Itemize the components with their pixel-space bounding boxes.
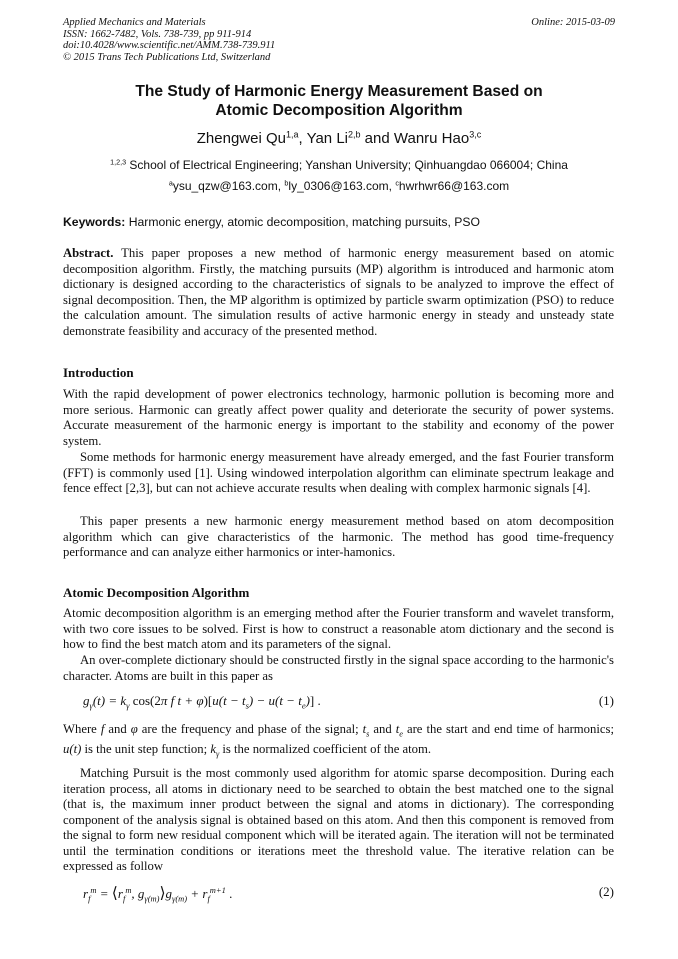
ada-paragraph-2: An over-complete dictionary should be constructed firstly in the signal space according to the harmonic's character. Atoms are built in this paper as: [63, 653, 614, 683]
title-line-1: The Study of Harmonic Energy Measurement Based on: [135, 83, 543, 100]
author-name: Zhengwei Qu: [196, 130, 286, 147]
equation-2-number: (2): [598, 884, 614, 899]
email-link[interactable]: ly_0306@163.com: [288, 179, 389, 193]
intro-paragraph-1: With the rapid development of power electronics technology, harmonic pollution is becoming more and more serious. Harmonic can greatly affect power quality and deteriorate the security of power systems. Accurate measurement of the harmonic energy is important to the stability and economy of the power system.: [63, 387, 614, 448]
online-date: Online: 2015-03-09: [531, 17, 615, 28]
author-name: Wanru Hao: [393, 130, 470, 147]
doi-line: doi:10.4028/www.scientific.net/AMM.738-739.911: [63, 40, 276, 52]
author-sup: 2,b: [348, 129, 361, 140]
intro-paragraph-3: This paper presents a new harmonic energy measurement method based on atom decomposition algorithm which can give characteristics of the harmonic. The method has good time-frequency performance and can analyze either harmonics or inter-hamonics.: [63, 514, 614, 559]
author-sup: 3,c: [469, 129, 482, 140]
equation-1-body: $g_\gamma(t) = k_\gamma$ cos(2π f $t + \varphi)[u(t - t_s) - u(t - t_e)]$ .: [83, 693, 321, 711]
journal-name: Applied Mechanics and Materials: [63, 17, 206, 28]
author-sup: 1,a: [285, 129, 299, 140]
keywords-label: Keywords:: [63, 215, 126, 229]
matching-pursuit-paragraph: Matching Pursuit is the most commonly used algorithm for atomic sparse decomposition. During each iteration process, all atoms in dictionary need to be searched to obtain the best matched one to the signal (that is, the maximum inner product between the signal and atoms in dictionary). The corresponding component of the analysis signal is obtained based on this atom. And then this component is removed from the signal to form new residual component which will be iterated again. The iteration will not be terminated until the termination conditions or iterations meet the threshold value. The iterative relation can be expressed as follow: [63, 766, 614, 873]
author-name: Yan Li: [306, 130, 348, 147]
email-link[interactable]: hwrhwr66@163.com: [398, 179, 510, 193]
keywords-text: Harmonic energy, atomic decomposition, matching pursuits, PSO: [125, 215, 481, 229]
equation-2-body: $r_f^m$ = $⟨r_f^m$, $g_{\gamma(m)}⟩g_{\gamma(m)} + r_f^{m+1}$ .: [83, 884, 233, 904]
intro-paragraph-2: Some methods for harmonic energy measurement have already emerged, and the fast Fourier transform (FFT) is commonly used [1]. Using windowed interpolation algorithm can eliminate spectrum leakage and fence effect [2,3], but can not achieve accurate results when dealing with complex harmonic signals [4].: [63, 450, 614, 495]
email-link[interactable]: ysu_qzw@163.com: [172, 179, 278, 193]
equation-1-number: (1): [598, 693, 614, 708]
running-header: [63, 17, 275, 63]
paper-title: [63, 82, 615, 120]
email-list: $^a$ysu_qzw@163.com, $^b$ly_0306@163.com, $^c$hwrhwr66@163.com: [168, 178, 510, 193]
equation-2: [63, 884, 614, 904]
abstract-label: Abstract.: [63, 246, 114, 260]
section-heading-introduction: Introduction: [63, 365, 134, 380]
section-heading-atomic-decomposition: Atomic Decomposition Algorithm: [63, 585, 250, 600]
equation-1: [63, 693, 614, 713]
variable-definitions: Where f and φ are the frequency and phase of the signal; $t_s$ and $t_e$ are the start and end time of harmonics; u(t) is the unit step function; $k_\gamma$ is the normalized coefficient of the atom.: [63, 722, 614, 759]
author-list: Zhengwei Qu$^{1,a}$, Yan Li$^{2,b}$ and Wanru Hao$^{3,c}$: [196, 129, 482, 147]
affiliation: $^{1,2,3}$ School of Electrical Engineering; Yanshan University; Qinhuangdao 066004; China: [110, 157, 568, 172]
copyright-line: © 2015 Trans Tech Publications Ltd, Switzerland: [63, 51, 271, 63]
abstract-text: This paper proposes a new method of harmonic energy measurement based on atomic decomposition algorithm. Firstly, the matching pursuits (MP) algorithm is introduced and harmonic atom dictionary is designed according to the characteristics of signals to be analyzed to improve the effect of signal decomposition. Then, the MP algorithm is optimized by particle swarm optimization (PSO) to reduce the calculation amount. The simulation results of active harmonic energy in steady and unsteady state demonstrate feasibility and accuracy of the presented method.: [63, 246, 614, 338]
ada-paragraph-1: Atomic decomposition algorithm is an emerging method after the Fourier transform and wavelet transform, with two core issues to be solved. First is how to construct a reasonable atom dictionary and the second is how to find the best match atom and its parameters of the signal.: [63, 606, 614, 651]
issn-line: ISSN: 1662-7482, Vols. 738-739, pp 911-914: [63, 28, 252, 40]
keywords: [63, 215, 480, 229]
title-line-2: Atomic Decomposition Algorithm: [215, 102, 463, 119]
abstract: [63, 246, 614, 339]
